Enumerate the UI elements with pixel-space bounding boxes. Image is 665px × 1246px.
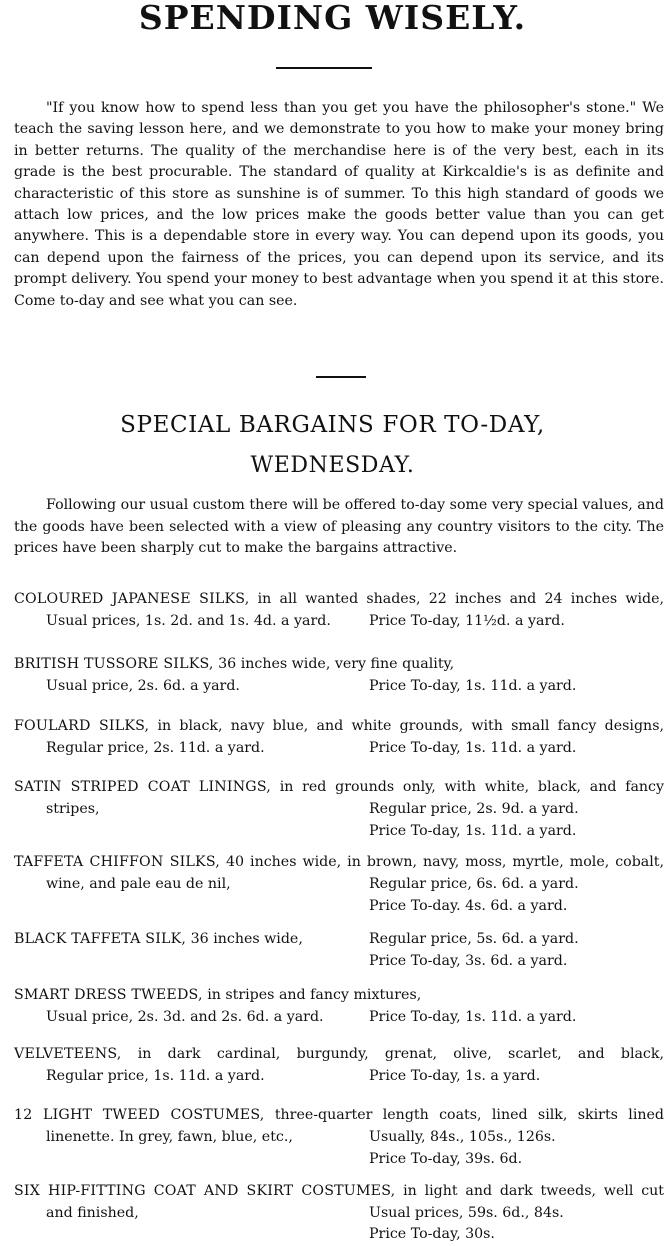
item-continuation: and finished, bbox=[46, 1205, 139, 1221]
item-usual-price: Usual price, 2s. 3d. and 2s. 6d. a yard. bbox=[46, 1009, 324, 1025]
item-title-line bbox=[14, 654, 454, 675]
item-today-price: Price To-day, 1s. a yard. bbox=[369, 1068, 541, 1084]
item-description: in all wanted shades, 22 inches and 24 inches wide, bbox=[257, 591, 664, 607]
item-usual-price: Usual prices, 1s. 2d. and 1s. 4d. a yard. bbox=[46, 613, 331, 629]
item-description: 36 inches wide, very fine quality, bbox=[218, 656, 455, 672]
item-description: 36 inches wide, bbox=[190, 931, 303, 947]
item-description: 40 inches wide, in brown, navy, moss, myrtle, mole, cobalt, bbox=[225, 854, 664, 870]
item-usual-price: Regular price, 2s. 11d. a yard. bbox=[46, 740, 265, 756]
item-name: BLACK TAFFETA SILK, bbox=[14, 931, 187, 947]
special-bargains-heading: SPECIAL BARGAINS FOR TO-DAY, bbox=[120, 412, 545, 438]
item-title-line bbox=[14, 852, 664, 873]
item-today-price: Price To-day, 3s. 6d. a yard. bbox=[369, 953, 568, 969]
item-name: 12 LIGHT TWEED COSTUMES, bbox=[14, 1107, 265, 1123]
item-today-price: Price To-day. 4s. 6d. a yard. bbox=[369, 898, 568, 914]
item-usual-price: Usual prices, 59s. 6d., 84s. bbox=[369, 1205, 564, 1221]
item-usual-price: Regular price, 1s. 11d. a yard. bbox=[46, 1068, 265, 1084]
item-description: in stripes and fancy mixtures, bbox=[207, 987, 422, 1003]
item-name: VELVETEENS, bbox=[14, 1046, 122, 1062]
divider-rule bbox=[316, 376, 366, 378]
item-today-price: Price To-day, 11½d. a yard. bbox=[369, 613, 565, 629]
item-title-line bbox=[14, 1044, 664, 1065]
item-continuation: stripes, bbox=[46, 801, 100, 817]
item-today-price: Price To-day, 1s. 11d. a yard. bbox=[369, 678, 577, 694]
item-continuation: wine, and pale eau de nil, bbox=[46, 876, 231, 892]
item-continuation: linenette. In grey, fawn, blue, etc., bbox=[46, 1129, 293, 1145]
item-name: SATIN STRIPED COAT LININGS, bbox=[14, 779, 271, 795]
item-title-line bbox=[14, 985, 421, 1006]
item-today-price: Price To-day, 1s. 11d. a yard. bbox=[369, 1009, 577, 1025]
item-usual-price: Regular price, 5s. 6d. a yard. bbox=[369, 931, 579, 947]
item-name: SIX HIP-FITTING COAT AND SKIRT COSTUMES, bbox=[14, 1183, 396, 1199]
item-name: COLOURED JAPANESE SILKS, bbox=[14, 591, 250, 607]
item-title-line bbox=[14, 1181, 664, 1202]
item-name: FOULARD SILKS, bbox=[14, 718, 150, 734]
item-name: BRITISH TUSSORE SILKS, bbox=[14, 656, 214, 672]
item-today-price: Price To-day, 39s. 6d. bbox=[369, 1151, 523, 1167]
item-title-line bbox=[14, 1105, 664, 1126]
day-heading: WEDNESDAY. bbox=[250, 453, 415, 478]
item-title-line bbox=[14, 716, 664, 737]
following-paragraph: Following our usual custom there will be offered to-day some very special values, and the goods have been selected with a view of pleasing any country visitors to the city. The prices have been sharply cut to make the bargains attractive. bbox=[14, 497, 664, 556]
item-usual-price: Regular price, 2s. 9d. a yard. bbox=[369, 801, 579, 817]
item-description: in dark cardinal, burgundy, grenat, olive, scarlet, and black, bbox=[137, 1046, 664, 1062]
item-name: TAFFETA CHIFFON SILKS, bbox=[14, 854, 220, 870]
item-title-line bbox=[14, 777, 664, 798]
item-usual-price: Usual price, 2s. 6d. a yard. bbox=[46, 678, 240, 694]
divider-rule bbox=[276, 67, 372, 69]
item-today-price: Price To-day, 1s. 11d. a yard. bbox=[369, 823, 577, 839]
item-description: in red grounds only, with white, black, and fancy bbox=[279, 779, 664, 795]
item-today-price: Price To-day, 30s. bbox=[369, 1226, 495, 1242]
item-description: in black, navy blue, and white grounds, with small fancy designs, bbox=[157, 718, 664, 734]
headline: SPENDING WISELY. bbox=[138, 0, 527, 37]
item-name: SMART DRESS TWEEDS, bbox=[14, 987, 203, 1003]
item-usual-price: Usually, 84s., 105s., 126s. bbox=[369, 1129, 556, 1145]
item-usual-price: Regular price, 6s. 6d. a yard. bbox=[369, 876, 579, 892]
item-title-line bbox=[14, 589, 664, 610]
item-today-price: Price To-day, 1s. 11d. a yard. bbox=[369, 740, 577, 756]
item-title-line bbox=[14, 929, 303, 950]
item-description: in light and dark tweeds, well cut bbox=[403, 1183, 664, 1199]
intro-paragraph: "If you know how to spend less than you get you have the philosopher's stone." We teach the saving lesson here, and we demonstrate to you how to make your money bring in better returns. The quality of the merchandise here is of the very best, each in its grade is the best procurable. The standard of quality at Kirkcaldie's is as definite and characteristic of this store as sunshine is of summer. To this high standard of goods we attach low prices, and the low prices make the goods better value than you can get anywhere. This is a dependable store in every way. You can depend upon its goods, you can depend upon the fairness of the prices, you can depend upon its service, and its prompt delivery. You spend your money to best advantage when you spend it at this store. Come to-day and see what you can see. bbox=[14, 100, 664, 309]
item-description: three-quarter length coats, lined silk, skirts lined bbox=[274, 1107, 664, 1123]
